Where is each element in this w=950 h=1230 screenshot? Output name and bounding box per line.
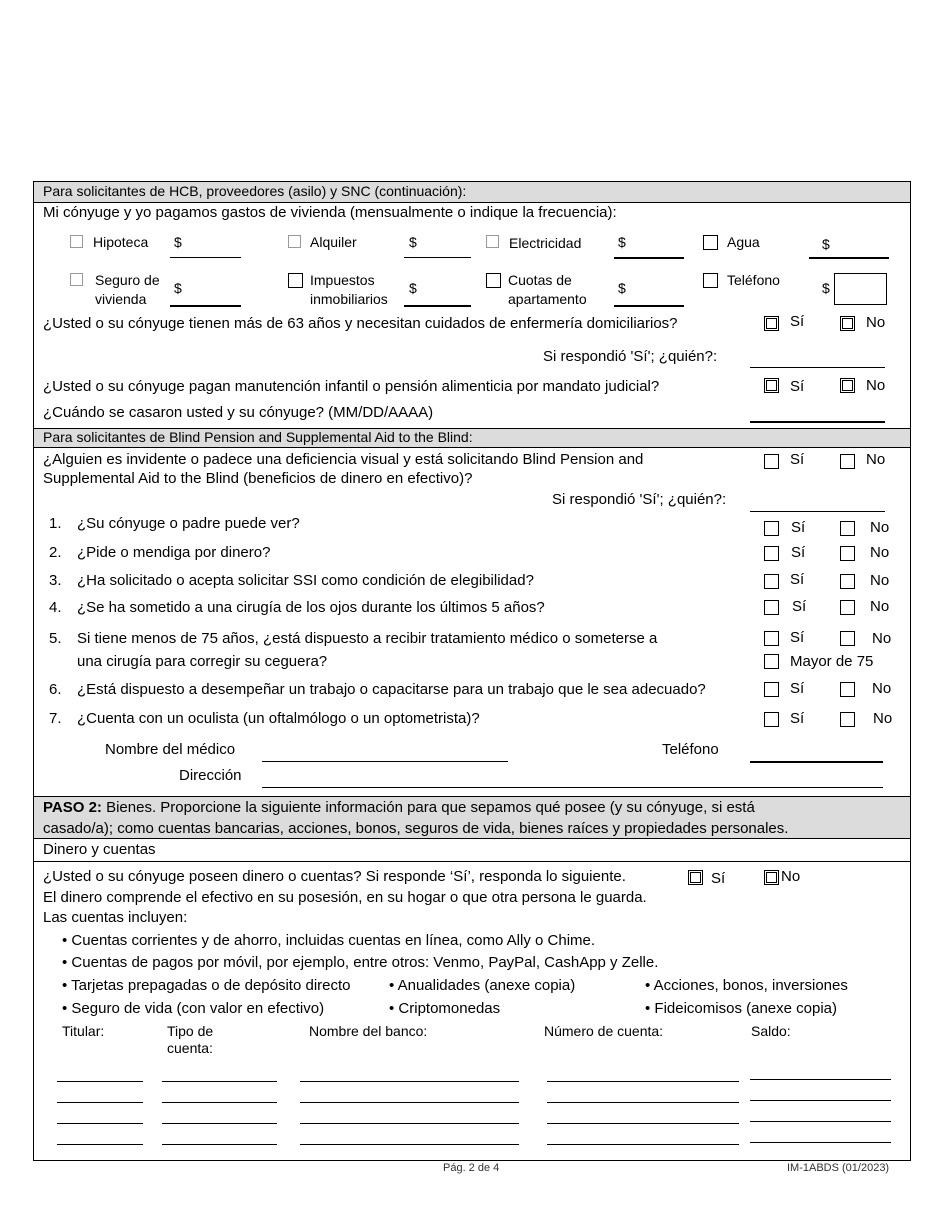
yes-label: Sí: [790, 629, 805, 646]
bullet-item: • Cuentas de pagos por móvil, por ejemplo, entre otros: Venmo, PayPal, CashApp y Zelle.: [62, 954, 659, 971]
question-blind-line2: Supplemental Aid to the Blind (beneficios de dinero en efectivo)?: [43, 470, 473, 487]
step2-line1: [43, 799, 755, 816]
checkbox-support-no[interactable]: [840, 378, 855, 393]
item-2-text: ¿Pide o mendiga por dinero?: [77, 544, 271, 561]
checkbox-alquiler[interactable]: [288, 235, 301, 248]
input-banco-row-1[interactable]: [300, 1081, 519, 1082]
yes-label: Sí: [790, 571, 805, 588]
checkbox-item5-no[interactable]: [840, 631, 855, 646]
bullet-item: • Tarjetas prepagadas o de depósito directo: [62, 977, 351, 994]
no-label: No: [870, 544, 890, 561]
input-saldo-row-4[interactable]: [750, 1142, 891, 1143]
currency: $: [409, 280, 417, 296]
currency: $: [174, 280, 182, 296]
currency: $: [174, 234, 182, 250]
input-numero-row-4[interactable]: [547, 1144, 739, 1145]
bullet-text: Anualidades (anexe copia): [397, 977, 576, 994]
checkbox-item5-over75[interactable]: [764, 654, 779, 669]
column-saldo: Saldo:: [751, 1023, 791, 1039]
bullet-item: • Anualidades (anexe copia): [389, 977, 576, 994]
item-number: 3.: [49, 572, 62, 589]
input-titular-row-1[interactable]: [57, 1081, 143, 1082]
item-number: 5.: [49, 630, 62, 647]
checkbox-item4-no[interactable]: [840, 600, 855, 615]
page-number: Pág. 2 de 4: [443, 1162, 500, 1174]
item-3-text: ¿Ha solicitado o acepta solicitar SSI como condición de elegibilidad?: [77, 572, 534, 589]
yes-label: Sí: [790, 680, 805, 697]
checkbox-item7-no[interactable]: [840, 712, 855, 727]
checkbox-support-yes[interactable]: [764, 378, 779, 393]
yes-label: Sí: [792, 598, 807, 615]
checkbox-item3-yes[interactable]: [764, 574, 779, 589]
item-number: 6.: [49, 681, 62, 698]
bullet-text: Fideicomisos (anexe copia): [654, 1000, 837, 1017]
input-banco-row-3[interactable]: [300, 1123, 519, 1124]
input-banco-row-4[interactable]: [300, 1144, 519, 1145]
question-married: ¿Cuándo se casaron usted y su cónyuge? (MM/DD/AAAA): [43, 404, 434, 421]
expenses-intro: Mi cónyuge y yo pagamos gastos de vivienda (mensualmente o indique la frecuencia):: [43, 204, 617, 221]
label-inmobiliarios: inmobiliarios: [310, 291, 388, 307]
input-hipoteca[interactable]: [170, 257, 241, 258]
input-tipo-row-4[interactable]: [162, 1144, 277, 1145]
checkbox-money-no[interactable]: [764, 870, 779, 885]
checkbox-impuestos[interactable]: [288, 273, 303, 288]
item-6-text: ¿Está dispuesto a desempeñar un trabajo o capacitarse para un trabajo que le sea adecuado?: [77, 681, 706, 698]
no-label: No: [872, 680, 892, 697]
input-numero-row-1[interactable]: [547, 1081, 739, 1082]
question-support: ¿Usted o su cónyuge pagan manutención infantil o pensión alimenticia por mandato judicial?: [43, 378, 660, 395]
label-electricidad: Electricidad: [509, 235, 582, 251]
question-nursing: ¿Usted o su cónyuge tienen más de 63 años y necesitan cuidados de enfermería domiciliarios?: [43, 315, 678, 332]
money-definition: El dinero comprende el efectivo en su posesión, en su hogar o que otra persona le guarda.: [43, 889, 647, 906]
yes-label: Sí: [790, 710, 805, 727]
item-5-text: Si tiene menos de 75 años, ¿está dispuesto a recibir tratamiento médico o someterse a: [77, 630, 658, 647]
currency: $: [618, 234, 626, 250]
checkbox-item1-no[interactable]: [840, 521, 855, 536]
yes-label: Sí: [790, 378, 805, 395]
input-nursing-who[interactable]: [750, 367, 885, 368]
label-cuotas: Cuotas de: [508, 272, 572, 288]
bullet-text: Criptomonedas: [398, 1000, 501, 1017]
item-7-text: ¿Cuenta con un oculista (un oftalmólogo o un optometrista)?: [77, 710, 480, 727]
input-married-date[interactable]: [750, 421, 885, 423]
step2-label: PASO 2:: [43, 799, 102, 816]
checkbox-item3-no[interactable]: [840, 574, 855, 589]
bullet-text: Seguro de vida (con valor en efectivo): [71, 1000, 325, 1017]
yes-label: Sí: [790, 313, 805, 330]
currency: $: [409, 234, 417, 250]
input-numero-row-2[interactable]: [547, 1102, 739, 1103]
checkbox-item2-no[interactable]: [840, 546, 855, 561]
bullet-item: • Seguro de vida (con valor en efectivo): [62, 1000, 325, 1017]
label-seguro: Seguro de: [95, 272, 160, 288]
label-agua: Agua: [727, 234, 760, 250]
bullet-text: Cuentas corrientes y de ahorro, incluidas cuentas en línea, como Ally o Chime.: [71, 932, 596, 949]
no-label: No: [781, 868, 801, 885]
input-doctor-address[interactable]: [262, 787, 883, 788]
input-telefono[interactable]: [834, 273, 887, 305]
no-label: No: [870, 572, 890, 589]
input-seguro-vivienda[interactable]: [170, 305, 241, 307]
checkbox-blind-yes[interactable]: [764, 454, 779, 469]
input-saldo-row-2[interactable]: [750, 1100, 891, 1101]
bullet-item: • Cuentas corrientes y de ahorro, incluidas cuentas en línea, como Ally o Chime.: [62, 932, 596, 949]
checkbox-agua[interactable]: [703, 235, 718, 250]
input-saldo-row-3[interactable]: [750, 1121, 891, 1122]
yes-label: Sí: [791, 519, 806, 536]
question-money: ¿Usted o su cónyuge poseen dinero o cuentas? Si responde ‘Sí’, responda lo siguiente.: [43, 868, 626, 885]
column-tipo-line2: cuenta:: [167, 1040, 213, 1056]
doctor-address-label: Dirección: [179, 767, 242, 784]
input-doctor-name[interactable]: [262, 761, 508, 762]
input-tipo-row-3[interactable]: [162, 1123, 277, 1124]
input-cuotas[interactable]: [614, 305, 684, 307]
input-numero-row-3[interactable]: [547, 1123, 739, 1124]
checkbox-item7-yes[interactable]: [764, 712, 779, 727]
input-tipo-row-1[interactable]: [162, 1081, 277, 1082]
checkbox-item6-no[interactable]: [840, 682, 855, 697]
input-titular-row-4[interactable]: [57, 1144, 143, 1145]
no-label: No: [873, 710, 893, 727]
checkbox-nursing-yes[interactable]: [764, 316, 779, 331]
input-electricidad[interactable]: [614, 257, 684, 259]
bullet-item: • Fideicomisos (anexe copia): [645, 1000, 837, 1017]
checkbox-seguro-vivienda[interactable]: [70, 273, 83, 286]
column-numero-cuenta: Número de cuenta:: [544, 1023, 664, 1039]
section-header-blind-text: Para solicitantes de Blind Pension and Supplemental Aid to the Blind:: [43, 429, 473, 445]
if-yes-who-label: Si respondió 'Sí'; ¿quién?:: [552, 491, 727, 508]
item-number: 7.: [49, 710, 62, 727]
label-alquiler: Alquiler: [310, 234, 357, 250]
currency: $: [618, 280, 626, 296]
checkbox-nursing-no[interactable]: [840, 316, 855, 331]
doctor-name-label: Nombre del médico: [105, 741, 236, 758]
bullet-text: Tarjetas prepagadas o de depósito directo: [71, 977, 351, 994]
currency: $: [822, 236, 830, 252]
label-apartamento: apartamento: [508, 291, 587, 307]
currency: $: [822, 280, 830, 296]
input-doctor-phone[interactable]: [750, 761, 883, 763]
over-75-label: Mayor de 75: [790, 653, 874, 670]
checkbox-money-yes[interactable]: [688, 870, 703, 885]
no-label: No: [870, 598, 890, 615]
checkbox-item6-yes[interactable]: [764, 682, 779, 697]
label-vivienda: vivienda: [95, 291, 147, 307]
item-1-text: ¿Su cónyuge o padre puede ver?: [77, 515, 300, 532]
checkbox-item4-yes[interactable]: [764, 600, 779, 615]
bullet-text: Cuentas de pagos por móvil, por ejemplo, entre otros: Venmo, PayPal, CashApp y Zelle.: [71, 954, 659, 971]
input-agua[interactable]: [809, 257, 889, 259]
subsection-header-money-text: Dinero y cuentas: [43, 841, 156, 858]
input-blind-who[interactable]: [750, 511, 885, 512]
input-titular-row-2[interactable]: [57, 1102, 143, 1103]
column-titular: Titular:: [62, 1023, 105, 1039]
no-label: No: [870, 519, 890, 536]
item-4-text: ¿Se ha sometido a una cirugía de los ojos durante los últimos 5 años?: [77, 599, 545, 616]
yes-label: Sí: [791, 544, 806, 561]
checkbox-item2-yes[interactable]: [764, 546, 779, 561]
input-tipo-row-2[interactable]: [162, 1102, 277, 1103]
yes-label: Sí: [790, 451, 805, 468]
checkbox-cuotas[interactable]: [486, 273, 501, 288]
checkbox-telefono[interactable]: [703, 273, 718, 288]
checkbox-electricidad[interactable]: [486, 235, 499, 248]
no-label: No: [866, 377, 886, 394]
input-alquiler[interactable]: [404, 257, 471, 258]
bullet-item: • Criptomonedas: [389, 1000, 501, 1017]
no-label: No: [866, 314, 886, 331]
item-number: 2.: [49, 544, 62, 561]
label-telefono: Teléfono: [727, 272, 780, 288]
column-banco: Nombre del banco:: [309, 1023, 428, 1039]
checkbox-blind-no[interactable]: [840, 454, 855, 469]
accounts-include-label: Las cuentas incluyen:: [43, 909, 188, 926]
step2-text1: Bienes. Proporcione la siguiente información para que sepamos qué posee (y su cónyuge, si está: [101, 799, 755, 816]
no-label: No: [872, 630, 892, 647]
yes-label: Sí: [711, 870, 726, 887]
subsection-header-money: [34, 838, 910, 862]
checkbox-item5-yes[interactable]: [764, 631, 779, 646]
input-titular-row-3[interactable]: [57, 1123, 143, 1124]
item-5-text-line2: una cirugía para corregir su ceguera?: [77, 653, 328, 670]
label-hipoteca: Hipoteca: [93, 234, 149, 250]
step2-line2: casado/a); como cuentas bancarias, acciones, bonos, seguros de vida, bienes raíces y propiedades personales.: [43, 820, 789, 837]
no-label: No: [866, 451, 886, 468]
item-number: 1.: [49, 515, 62, 532]
bullet-item: • Acciones, bonos, inversiones: [645, 977, 848, 994]
input-saldo-row-1[interactable]: [750, 1079, 891, 1080]
column-tipo-line1: Tipo de: [167, 1023, 214, 1039]
checkbox-hipoteca[interactable]: [70, 235, 83, 248]
section-header-hcb-text: Para solicitantes de HCB, proveedores (asilo) y SNC (continuación):: [43, 183, 467, 199]
doctor-phone-label: Teléfono: [662, 741, 719, 758]
item-number: 4.: [49, 599, 62, 616]
input-impuestos[interactable]: [404, 305, 471, 307]
if-yes-who-label: Si respondió 'Sí'; ¿quién?:: [543, 348, 718, 365]
question-blind-line1: ¿Alguien es invidente o padece una deficiencia visual y está solicitando Blind Pension and: [43, 451, 644, 468]
label-impuestos: Impuestos: [310, 272, 375, 288]
input-banco-row-2[interactable]: [300, 1102, 519, 1103]
bullet-text: Acciones, bonos, inversiones: [653, 977, 848, 994]
checkbox-item1-yes[interactable]: [764, 521, 779, 536]
form-id: IM-1ABDS (01/2023): [787, 1162, 890, 1174]
